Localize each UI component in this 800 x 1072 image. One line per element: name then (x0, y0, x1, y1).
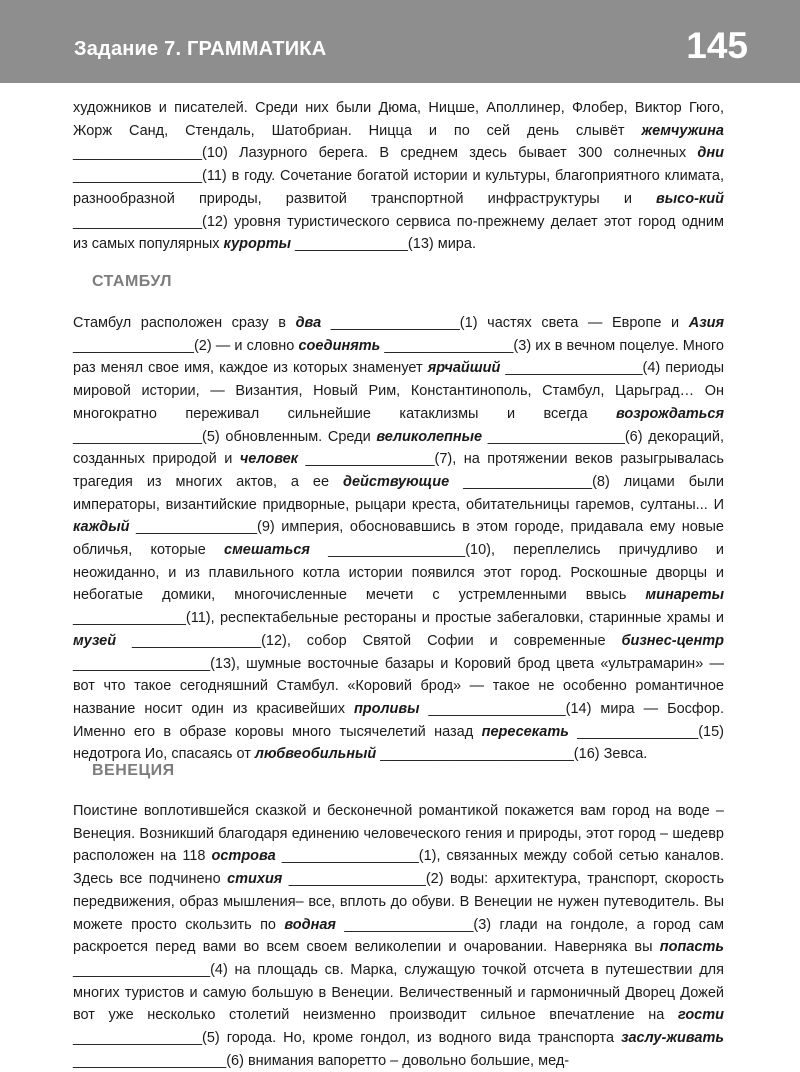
text-run: _______________(9) империя, обосновавшись в этом городе, придавала ему новые обличья, которые (73, 519, 724, 559)
text-run: ______________(13) мира. (291, 236, 476, 253)
keyword: ярчайший (427, 360, 501, 377)
text-run: ________________(12) уровня туристического сервиса по-прежнему делает этот город одним из самых популярных (73, 213, 724, 253)
text-run: Поистине воплотившейся сказкой и бесконечной романтикой покажется вам город на воде – Венеция. Возникший благодаря единению человеческого гения и природы, этот город – шедевр расположен на 118 (73, 803, 724, 865)
keyword: действующие (343, 473, 450, 490)
text-run: ________________(12), собор Святой Софии и современные (116, 632, 622, 649)
page-header (0, 0, 800, 83)
keyword: пересекать (481, 723, 569, 740)
text-run: ________________(8) лицами были императоры, византийские придворные, рыцари креста, обитательницы гаремов, султаны... И (73, 473, 724, 513)
keyword: дни (697, 145, 724, 162)
text-run: ________________(5) города. Но, кроме гондол, из водного вида транспорта (73, 1030, 622, 1047)
text-run: _______________(15) недотрога Ио, спасаясь от (73, 723, 724, 763)
text-run: ________________(5) обновленным. Среди (73, 428, 377, 445)
keyword: два (295, 315, 322, 331)
text-run: _________________(14) мира — Босфор. Именно его в образе коровы много тысячелетий назад (73, 700, 724, 740)
paragraph-nice (73, 97, 724, 256)
keyword: курорты (223, 236, 291, 253)
text-run: _________________(2) воды: архитектура, транспорт, скорость передвижения, образ мышления– все, вплоть до обуви. В Венеции не нужен путеводитель. Вы можете просто скользить по (73, 871, 724, 933)
text-run: ________________________(16) Зевса. (376, 746, 648, 763)
section-heading-istanbul: СТАМБУЛ (92, 273, 172, 290)
text-run: _________________(10), переплелись причудливо и неожиданно, и из плавильного котла истории появился этот город. Роскошные дворцы и небогатые домики, многочисленные мечети с устремленными ввысь (73, 542, 725, 604)
section-heading-venice: ВЕНЕЦИЯ (92, 762, 175, 779)
text-run: ________________(10) Лазурного берега. В среднем здесь бывает 300 солнечных (73, 145, 698, 162)
paragraph-venice (73, 800, 724, 1072)
keyword: проливы (353, 700, 420, 717)
text-run: _________________(6) декораций, созданных природой и (73, 428, 724, 468)
keyword: Азия (688, 315, 724, 331)
text-run: _________________(13), шумные восточные базары и Коровий брод цвета «ультрамарин» — вот что такое сегодняшний Стамбул. «Коровий брод» — такое не особенно романтичное название носит один из красивейших (73, 655, 724, 717)
keyword: гости (677, 1007, 724, 1024)
keyword: водная (284, 916, 336, 933)
text-run: ________________(11) в году. Сочетание богатой истории и культуры, благоприятного климата, разнообразной природы, развитой транспортной инфраструктуры и (73, 168, 724, 207)
text-run: _________________(1), связанных между собой сетью каналов. Здесь все подчинено (73, 848, 725, 888)
keyword: попасть (659, 939, 724, 956)
keyword: смешаться (224, 542, 310, 559)
paragraph-istanbul (73, 312, 724, 766)
keyword: музей (73, 632, 117, 649)
keyword: стихия (227, 871, 283, 888)
keyword: великолепные (376, 428, 483, 445)
keyword: каждый (73, 519, 130, 536)
text-run: ________________(1) частях света — Европе и (321, 315, 689, 331)
text-run: Стамбул расположен сразу в (73, 315, 296, 331)
keyword: возрождаться (616, 405, 724, 422)
text-run: художников и писателей. Среди них были Дюма, Ницше, Аполлинер, Флобер, Виктор Гюго, Жорж Санд, Стендаль, Шатобриан. Ницца и по сей день слывёт (73, 100, 724, 139)
keyword: человек (239, 451, 299, 468)
keyword: острова (211, 848, 276, 865)
text-run: ________________(7), на протяжении веков разыгрывалась трагедия из многих актов, а ее (73, 451, 724, 490)
keyword: минареты (645, 587, 724, 604)
text-run: ___________________(6) внимания вапоретто – довольно большие, мед- (73, 1052, 570, 1069)
keyword: жемчужина (641, 122, 724, 139)
keyword: любвеобильный (254, 746, 377, 763)
text-run: _________________(4) периоды мировой истории, — Византия, Новый Рим, Константинополь, Стамбул, Царьград… Он многократно переживал сильнейшие катаклизмы и всегда (73, 360, 725, 422)
text-run: ________________(3) глади на гондоле, а город сам раскроется перед вами во всем своем великолепии и очаровании. Наверняка вы (73, 916, 724, 956)
text-run: _________________(4) на площадь св. Марка, служащую точкой отсчета в путешествии для многих туристов и самую большую в Венеции. Величественный и гармоничный Дворец Дожей вот уже несколько столетий неизменно производит сильное впечатление на (73, 961, 724, 1024)
keyword: бизнес-центр (621, 632, 724, 649)
keyword: высо-кий (656, 190, 724, 207)
keyword: соединять (298, 337, 381, 354)
text-run: ______________(11), респектабельные рестораны и простые забегаловки, старинные храмы и (73, 610, 724, 627)
keyword: заслу-живать (621, 1030, 724, 1047)
text-run: ________________(3) их в вечном поцелуе. Много раз менял свое имя, каждое из которых знаменует (73, 337, 724, 377)
page-number: 145 (686, 25, 748, 66)
text-run: _______________(2) — и словно (73, 337, 299, 354)
chapter-title: Задание 7. ГРАММАТИКА (74, 38, 327, 60)
